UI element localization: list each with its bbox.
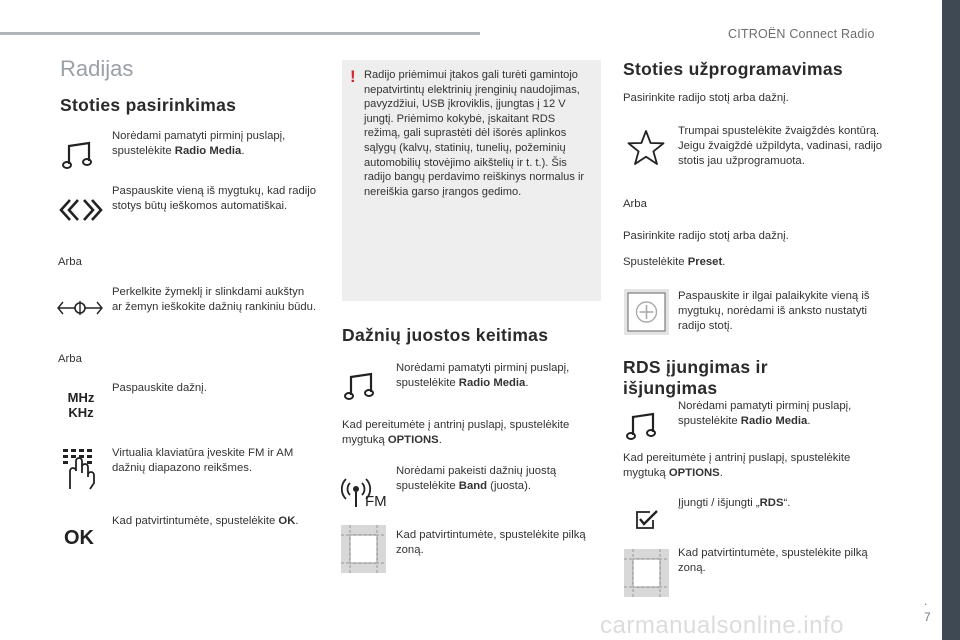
or-text-2: Arba bbox=[58, 353, 82, 365]
virtual-keyboard-icon bbox=[60, 447, 100, 491]
manual-tuning-slider-icon bbox=[56, 298, 104, 318]
ok-icon: OK bbox=[64, 527, 94, 549]
item-virtual-keyboard: Virtualia klaviatūra įveskite FM ir AM dažnių diapazono reikšmes. bbox=[112, 447, 294, 474]
heading-station-preset: Stoties užprogramavimas bbox=[623, 59, 843, 79]
warning-box bbox=[342, 60, 601, 301]
item-star-preset: Trumpai spustelėkite žvaigždės kontūrą. Jeigu žvaigždė užpildyta, vadinasi, radijo stotis jau užprogramuota. bbox=[678, 125, 883, 167]
item-open-radio-media: Norėdami pamatyti pirminį puslapį, spustelėkite Radio Media. bbox=[112, 130, 286, 157]
item-toggle-rds: Įjungti / išjungti „RDS“. bbox=[678, 497, 791, 509]
para-options-3: Kad pereitumėte į antrinį puslapį, spustelėkite mygtuką OPTIONS. bbox=[623, 452, 851, 479]
item-press-frequency: Paspauskite dažnį. bbox=[112, 382, 207, 394]
preset-plus-icon bbox=[624, 289, 669, 335]
item-confirm-grey-zone: Kad patvirtintumėte, spustelėkite pilką zoną. bbox=[396, 529, 586, 556]
heading-rds: RDS įjungimas ir išjungimas bbox=[623, 357, 768, 398]
item-long-press-preset: Paspauskite ir ilgai palaikykite vieną iš mygtukų, norėdami iš anksto nustatyti radijo stotį. bbox=[678, 290, 870, 332]
item-confirm-grey-zone-2: Kad patvirtintumėte, spustelėkite pilką zoną. bbox=[678, 547, 868, 574]
khz-label: KHz bbox=[68, 405, 94, 420]
grey-zone-icon bbox=[341, 525, 386, 573]
warning-icon: ! bbox=[350, 67, 356, 86]
page-mark: . bbox=[924, 594, 928, 608]
music-note-icon bbox=[626, 412, 660, 442]
side-strip bbox=[942, 0, 960, 640]
music-note-icon bbox=[62, 141, 96, 171]
heading-station-selection: Stoties pasirinkimas bbox=[60, 95, 237, 115]
auto-search-arrows-icon bbox=[58, 197, 104, 223]
item-confirm-ok: Kad patvirtintumėte, spustelėkite OK. bbox=[112, 515, 299, 527]
item-open-radio-media-2: Norėdami pamatyti pirminį puslapį, spustelėkite Radio Media. bbox=[396, 362, 570, 389]
para-click-preset: Spustelėkite Preset. bbox=[623, 256, 726, 268]
para-options-2: Kad pereitumėte į antrinį puslapį, spustelėkite mygtuką OPTIONS. bbox=[342, 419, 570, 446]
mhz-khz-icon bbox=[61, 390, 101, 420]
fm-label: FM bbox=[365, 493, 387, 509]
item-open-radio-media-3: Norėdami pamatyti pirminį puslapį, spustelėkite Radio Media. bbox=[678, 400, 852, 427]
header-rule bbox=[0, 32, 480, 35]
page-title: Radijas bbox=[60, 56, 134, 81]
star-outline-icon bbox=[626, 129, 666, 167]
heading-band-change: Dažnių juostos keitimas bbox=[342, 325, 549, 345]
or-text-1: Arba bbox=[58, 256, 82, 268]
checkbox-checked-icon bbox=[634, 509, 660, 531]
item-auto-search: Paspauskite vieną iš mygtukų, kad radijo stotys būtų ieškomos automatiškai. bbox=[112, 185, 317, 212]
header-product: CITROËN Connect Radio bbox=[728, 27, 875, 41]
grey-zone-icon bbox=[624, 549, 669, 597]
item-change-band: Norėdami pakeisti dažnių juostą spustelėkite Band (juosta). bbox=[396, 465, 557, 492]
para-select-station-1: Pasirinkite radijo stotį arba dažnį. bbox=[623, 92, 789, 104]
mhz-label: MHz bbox=[67, 390, 95, 405]
item-manual-tuning: Perkelkite žymeklį ir slinkdami aukštyn ar žemyn ieškokite dažnių rankiniu būdu. bbox=[112, 286, 317, 313]
fm-band-icon bbox=[341, 473, 387, 509]
page-number: 7 bbox=[924, 610, 931, 624]
or-text-3: Arba bbox=[623, 198, 647, 210]
para-select-station-2: Pasirinkite radijo stotį arba dažnį. bbox=[623, 230, 789, 242]
warning-text: Radijo priėmimui įtakos gali turėti gamintojo nepatvirtintų elektrinių įrenginių naudojimas, pavyzdžiui, USB įkroviklis, įjungtas į 12 V jungtį. Priėmimo kokybė, įskaitant RDS režimą, gali suprastėti dėl išorės aplinkos sąlygų (kalvų, statinių, tunelių, požeminių automobilių stovėjimo aikštelių ir t. t.). Šis radijo bangų perdavimo reiškinys normalus ir nereiškia garso įrangos gedimo. bbox=[364, 69, 585, 198]
music-note-icon bbox=[344, 372, 378, 402]
watermark: carmanualsonline.info bbox=[600, 612, 844, 639]
